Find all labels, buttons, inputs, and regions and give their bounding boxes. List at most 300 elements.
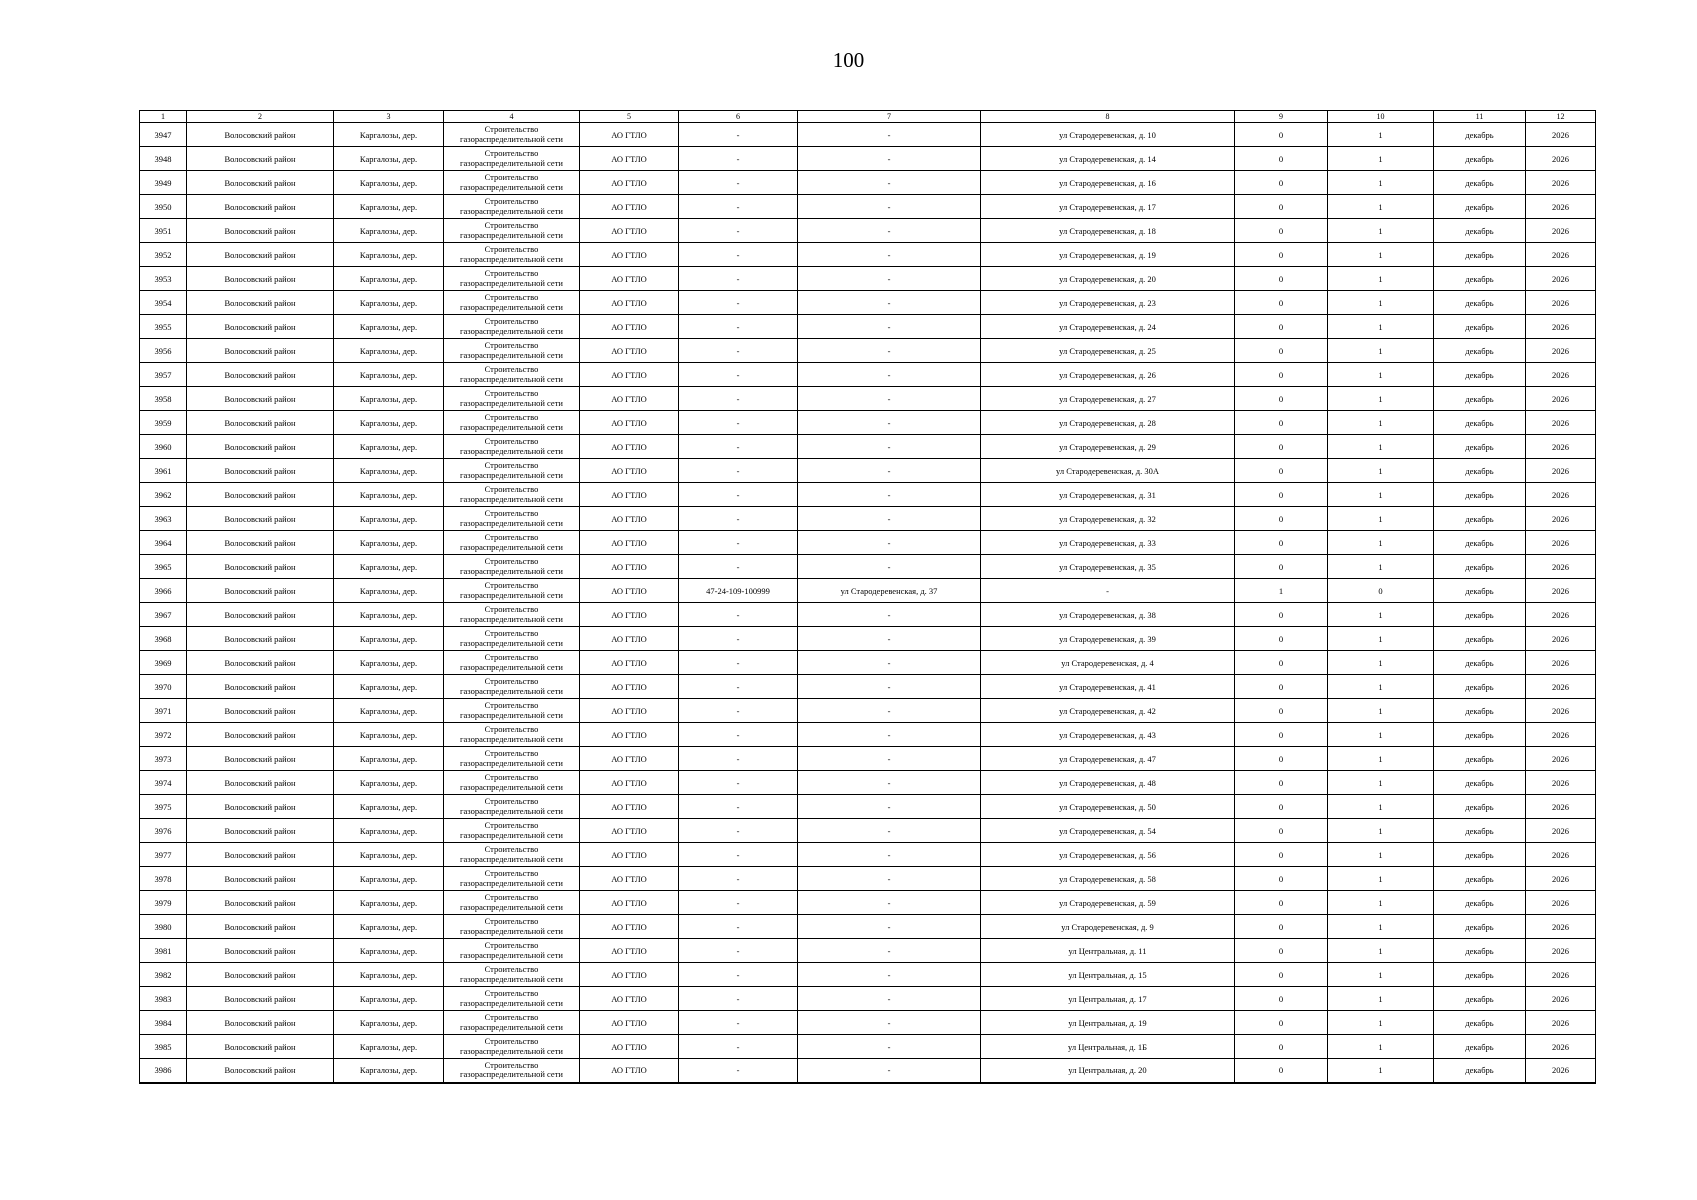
table-cell: ул Стародеревенская, д. 30А <box>981 459 1235 483</box>
table-cell: ул Стародеревенская, д. 59 <box>981 891 1235 915</box>
table-cell: - <box>679 387 798 411</box>
table-cell: - <box>798 483 981 507</box>
table-cell: 0 <box>1235 675 1328 699</box>
cell-line: газораспределительной сети <box>460 493 563 504</box>
table-cell: 2026 <box>1526 675 1596 699</box>
table-cell: АО ГТЛО <box>580 1035 679 1059</box>
table-cell: - <box>679 483 798 507</box>
table-cell: 3971 <box>140 699 187 723</box>
table-cell: АО ГТЛО <box>580 459 679 483</box>
table-cell: 1 <box>1328 1059 1434 1083</box>
table-row <box>140 963 1596 987</box>
table-row <box>140 219 1596 243</box>
column-header: 2 <box>187 111 334 123</box>
table-cell: 3963 <box>140 507 187 531</box>
table-cell: 1 <box>1328 147 1434 171</box>
table-cell: 0 <box>1235 867 1328 891</box>
cell-line: Строительство <box>484 940 539 950</box>
table-cell: 1 <box>1328 435 1434 459</box>
table-cell: 2026 <box>1526 1011 1596 1035</box>
cell-line: Строительство <box>484 772 539 782</box>
table-cell: - <box>679 1011 798 1035</box>
table-cell: АО ГТЛО <box>580 699 679 723</box>
table-cell: 3956 <box>140 339 187 363</box>
table-cell: 2026 <box>1526 771 1596 795</box>
table-cell <box>444 747 580 771</box>
table-cell <box>444 171 580 195</box>
table-cell: декабрь <box>1434 867 1526 891</box>
table-cell: декабрь <box>1434 747 1526 771</box>
table-cell: - <box>679 843 798 867</box>
table-cell: 3960 <box>140 435 187 459</box>
table-cell: - <box>798 507 981 531</box>
table-cell: декабрь <box>1434 651 1526 675</box>
table-cell: Каргалозы, дер. <box>334 987 444 1011</box>
table-row <box>140 411 1596 435</box>
cell-line: Строительство <box>484 508 539 518</box>
table-cell: 2026 <box>1526 171 1596 195</box>
table-cell: 2026 <box>1526 963 1596 987</box>
table-cell: 3965 <box>140 555 187 579</box>
table-cell: - <box>679 507 798 531</box>
table-cell <box>444 723 580 747</box>
table-cell: 2026 <box>1526 843 1596 867</box>
table-cell: - <box>679 219 798 243</box>
table-cell: ул Стародеревенская, д. 16 <box>981 171 1235 195</box>
table-cell: Волосовский район <box>187 579 334 603</box>
cell-line: газораспределительной сети <box>460 877 563 888</box>
table-cell: 3949 <box>140 171 187 195</box>
table-cell: - <box>679 195 798 219</box>
table-cell: 3957 <box>140 363 187 387</box>
table-row <box>140 435 1596 459</box>
table-cell: - <box>679 315 798 339</box>
table-row <box>140 675 1596 699</box>
table-cell: 3980 <box>140 915 187 939</box>
table-row <box>140 843 1596 867</box>
table-row <box>140 1011 1596 1035</box>
table-cell: декабрь <box>1434 171 1526 195</box>
table-cell: - <box>798 867 981 891</box>
table-cell: 0 <box>1235 627 1328 651</box>
cell-line: Строительство <box>484 1012 539 1022</box>
table-cell: 0 <box>1235 891 1328 915</box>
table-cell: - <box>798 699 981 723</box>
table-cell: 2026 <box>1526 603 1596 627</box>
table-cell: - <box>798 843 981 867</box>
table-cell: 2026 <box>1526 939 1596 963</box>
cell-line: Строительство <box>484 364 539 374</box>
table-cell: АО ГТЛО <box>580 291 679 315</box>
table-cell: - <box>798 435 981 459</box>
table-cell: ул Стародеревенская, д. 50 <box>981 795 1235 819</box>
table-row <box>140 459 1596 483</box>
cell-line: газораспределительной сети <box>460 157 563 168</box>
table-cell: 0 <box>1328 579 1434 603</box>
table-cell: - <box>798 195 981 219</box>
table-cell: Волосовский район <box>187 411 334 435</box>
table-cell: 3967 <box>140 603 187 627</box>
table-cell: АО ГТЛО <box>580 819 679 843</box>
table-cell: Волосовский район <box>187 243 334 267</box>
cell-line: Строительство <box>484 964 539 974</box>
table-cell: Каргалозы, дер. <box>334 339 444 363</box>
header-row <box>140 111 1596 123</box>
table-cell: 3977 <box>140 843 187 867</box>
table-cell: Каргалозы, дер. <box>334 867 444 891</box>
table-cell: 3952 <box>140 243 187 267</box>
table-cell: - <box>679 555 798 579</box>
table-cell: 3964 <box>140 531 187 555</box>
table-cell: 2026 <box>1526 867 1596 891</box>
table-cell: 0 <box>1235 387 1328 411</box>
table-cell: 1 <box>1328 531 1434 555</box>
table-cell: 0 <box>1235 603 1328 627</box>
table-cell: ул Стародеревенская, д. 4 <box>981 651 1235 675</box>
table-cell: - <box>679 699 798 723</box>
table-cell: 3962 <box>140 483 187 507</box>
table-cell: Волосовский район <box>187 531 334 555</box>
cell-line: Строительство <box>484 148 539 158</box>
column-header: 3 <box>334 111 444 123</box>
table-cell: декабрь <box>1434 987 1526 1011</box>
table-cell: ул Стародеревенская, д. 42 <box>981 699 1235 723</box>
table-cell <box>444 483 580 507</box>
table-cell: АО ГТЛО <box>580 1059 679 1083</box>
table-cell: 0 <box>1235 1035 1328 1059</box>
table-row <box>140 195 1596 219</box>
table-cell: - <box>798 1059 981 1083</box>
table-cell: 1 <box>1328 219 1434 243</box>
table-cell: 3961 <box>140 459 187 483</box>
table-cell: - <box>679 771 798 795</box>
table-row <box>140 147 1596 171</box>
table-row <box>140 243 1596 267</box>
table-cell: Волосовский район <box>187 171 334 195</box>
cell-line: Строительство <box>484 988 539 998</box>
cell-line: Строительство <box>484 220 539 230</box>
table-cell <box>444 843 580 867</box>
table-cell: 2026 <box>1526 315 1596 339</box>
table-cell: Волосовский район <box>187 867 334 891</box>
table-cell: АО ГТЛО <box>580 195 679 219</box>
table-cell: Каргалозы, дер. <box>334 915 444 939</box>
table-cell: - <box>679 459 798 483</box>
table-cell: 2026 <box>1526 651 1596 675</box>
table-cell: 3947 <box>140 123 187 147</box>
table-cell: 1 <box>1328 459 1434 483</box>
table-cell: - <box>798 267 981 291</box>
table-cell: 0 <box>1235 963 1328 987</box>
cell-line: газораспределительной сети <box>460 829 563 840</box>
cell-line: газораспределительной сети <box>460 469 563 480</box>
table-cell: - <box>798 603 981 627</box>
cell-line: газораспределительной сети <box>460 445 563 456</box>
table-cell: АО ГТЛО <box>580 843 679 867</box>
table-cell: 0 <box>1235 819 1328 843</box>
table-cell: 3950 <box>140 195 187 219</box>
table-header <box>140 111 1596 123</box>
table-cell: - <box>679 1059 798 1083</box>
table-cell: декабрь <box>1434 531 1526 555</box>
table-cell <box>444 243 580 267</box>
table-cell: 2026 <box>1526 411 1596 435</box>
table-cell: ул Стародеревенская, д. 37 <box>798 579 981 603</box>
table-cell: Каргалозы, дер. <box>334 627 444 651</box>
table-cell: Волосовский район <box>187 963 334 987</box>
table-cell <box>444 531 580 555</box>
cell-line: Строительство <box>484 604 539 614</box>
table-cell <box>444 651 580 675</box>
table-row <box>140 1059 1596 1083</box>
table-cell: декабрь <box>1434 579 1526 603</box>
table-cell <box>444 339 580 363</box>
table-cell: Каргалозы, дер. <box>334 459 444 483</box>
table-cell: ул Стародеревенская, д. 20 <box>981 267 1235 291</box>
table-cell: Каргалозы, дер. <box>334 507 444 531</box>
table-cell: 0 <box>1235 723 1328 747</box>
table-cell: 0 <box>1235 771 1328 795</box>
table-cell: 3973 <box>140 747 187 771</box>
table-row <box>140 747 1596 771</box>
table-cell: Каргалозы, дер. <box>334 699 444 723</box>
table-cell: Каргалозы, дер. <box>334 411 444 435</box>
table-cell: - <box>798 387 981 411</box>
table-cell: ул Стародеревенская, д. 31 <box>981 483 1235 507</box>
table-cell: Волосовский район <box>187 435 334 459</box>
table-cell: ул Стародеревенская, д. 47 <box>981 747 1235 771</box>
cell-line: Строительство <box>484 412 539 422</box>
table-cell: Каргалозы, дер. <box>334 171 444 195</box>
table-cell: 0 <box>1235 483 1328 507</box>
table-cell: декабрь <box>1434 147 1526 171</box>
cell-line: газораспределительной сети <box>460 1045 563 1056</box>
table-cell: ул Стародеревенская, д. 35 <box>981 555 1235 579</box>
table-cell: АО ГТЛО <box>580 243 679 267</box>
table-cell: декабрь <box>1434 723 1526 747</box>
table-cell: Каргалозы, дер. <box>334 1035 444 1059</box>
table-cell: Каргалозы, дер. <box>334 531 444 555</box>
table-cell: - <box>679 339 798 363</box>
table-cell: 1 <box>1328 699 1434 723</box>
table-cell: АО ГТЛО <box>580 747 679 771</box>
page-number: 100 <box>832 48 865 72</box>
table-cell: ул Стародеревенская, д. 38 <box>981 603 1235 627</box>
table-cell: Каргалозы, дер. <box>334 939 444 963</box>
table-cell: 1 <box>1328 915 1434 939</box>
table-cell: 1 <box>1328 243 1434 267</box>
table-cell: Каргалозы, дер. <box>334 723 444 747</box>
cell-line: газораспределительной сети <box>460 421 563 432</box>
table-cell: 1 <box>1328 123 1434 147</box>
cell-line: газораспределительной сети <box>460 229 563 240</box>
table-cell: АО ГТЛО <box>580 939 679 963</box>
cell-line: Строительство <box>484 388 539 398</box>
table-cell: Каргалозы, дер. <box>334 291 444 315</box>
table-cell: ул Центральная, д. 15 <box>981 963 1235 987</box>
table-cell: 0 <box>1235 987 1328 1011</box>
table-cell: 2026 <box>1526 699 1596 723</box>
table-cell: 1 <box>1328 1035 1434 1059</box>
table-cell: 0 <box>1235 747 1328 771</box>
table-cell: 0 <box>1235 1059 1328 1083</box>
table-cell: Каргалозы, дер. <box>334 123 444 147</box>
cell-line: газораспределительной сети <box>460 349 563 360</box>
table-cell: 0 <box>1235 243 1328 267</box>
table-cell: 2026 <box>1526 507 1596 531</box>
table-cell: 2026 <box>1526 579 1596 603</box>
column-header: 11 <box>1434 111 1526 123</box>
table-cell: Волосовский район <box>187 459 334 483</box>
table-cell: 2026 <box>1526 483 1596 507</box>
table-cell: декабрь <box>1434 507 1526 531</box>
table-cell: декабрь <box>1434 1059 1526 1083</box>
table-cell: декабрь <box>1434 603 1526 627</box>
table-cell: АО ГТЛО <box>580 411 679 435</box>
table-cell: 0 <box>1235 795 1328 819</box>
table-cell: АО ГТЛО <box>580 483 679 507</box>
table-cell: 2026 <box>1526 291 1596 315</box>
table-cell: Каргалозы, дер. <box>334 891 444 915</box>
table-cell: декабрь <box>1434 411 1526 435</box>
table-cell: Волосовский район <box>187 339 334 363</box>
table-cell: - <box>679 747 798 771</box>
table-cell: - <box>679 1035 798 1059</box>
table-cell: 1 <box>1328 267 1434 291</box>
table-cell: 1 <box>1328 723 1434 747</box>
table-cell: 0 <box>1235 531 1328 555</box>
table-cell <box>444 579 580 603</box>
table-row <box>140 939 1596 963</box>
table-cell <box>444 219 580 243</box>
cell-line: газораспределительной сети <box>460 661 563 672</box>
table-cell: АО ГТЛО <box>580 435 679 459</box>
column-header: 5 <box>580 111 679 123</box>
table-cell: 2026 <box>1526 555 1596 579</box>
table-cell: Волосовский район <box>187 627 334 651</box>
table-cell: Каргалозы, дер. <box>334 219 444 243</box>
table-cell: декабрь <box>1434 123 1526 147</box>
table-cell: 0 <box>1235 171 1328 195</box>
cell-line: Строительство <box>484 916 539 926</box>
table-cell <box>444 123 580 147</box>
table-cell: 3966 <box>140 579 187 603</box>
table-cell <box>444 699 580 723</box>
cell-line: Строительство <box>484 292 539 302</box>
table-cell: - <box>798 795 981 819</box>
cell-line: Строительство <box>484 652 539 662</box>
cell-line: Строительство <box>484 700 539 710</box>
table-row <box>140 315 1596 339</box>
cell-line: газораспределительной сети <box>460 781 563 792</box>
cell-line: Строительство <box>484 628 539 638</box>
table-cell: ул Стародеревенская, д. 27 <box>981 387 1235 411</box>
cell-line: газораспределительной сети <box>460 373 563 384</box>
table-cell: 3969 <box>140 651 187 675</box>
table-cell: Волосовский район <box>187 843 334 867</box>
cell-line: газораспределительной сети <box>460 133 563 144</box>
table-cell: 2026 <box>1526 195 1596 219</box>
table-row <box>140 555 1596 579</box>
table-row <box>140 891 1596 915</box>
table-row <box>140 651 1596 675</box>
table-cell: 3951 <box>140 219 187 243</box>
table-cell: 3981 <box>140 939 187 963</box>
table-cell: - <box>679 819 798 843</box>
table-cell: ул Стародеревенская, д. 48 <box>981 771 1235 795</box>
table-cell: Каргалозы, дер. <box>334 147 444 171</box>
table-cell: декабрь <box>1434 243 1526 267</box>
table-cell: - <box>679 171 798 195</box>
table-cell: декабрь <box>1434 699 1526 723</box>
table-row <box>140 603 1596 627</box>
cell-line: газораспределительной сети <box>460 901 563 912</box>
table-cell: 3968 <box>140 627 187 651</box>
cell-line: Строительство <box>484 1036 539 1046</box>
table-cell <box>444 507 580 531</box>
table-cell: 2026 <box>1526 531 1596 555</box>
cell-line: газораспределительной сети <box>460 205 563 216</box>
table-cell <box>444 1011 580 1035</box>
table-cell: Волосовский район <box>187 747 334 771</box>
table-cell: 1 <box>1328 963 1434 987</box>
table-cell: - <box>679 867 798 891</box>
table-cell: декабрь <box>1434 363 1526 387</box>
table-row <box>140 387 1596 411</box>
table-cell: ул Центральная, д. 11 <box>981 939 1235 963</box>
table-cell: - <box>798 291 981 315</box>
table-cell <box>444 435 580 459</box>
cell-line: Строительство <box>484 124 539 134</box>
table-cell <box>444 627 580 651</box>
table-cell: Волосовский район <box>187 147 334 171</box>
cell-line: газораспределительной сети <box>460 565 563 576</box>
table-cell: 1 <box>1328 1011 1434 1035</box>
table-cell: 3982 <box>140 963 187 987</box>
column-header: 4 <box>444 111 580 123</box>
table-cell: 3978 <box>140 867 187 891</box>
table-cell: АО ГТЛО <box>580 651 679 675</box>
table-cell: ул Стародеревенская, д. 19 <box>981 243 1235 267</box>
table-cell: 0 <box>1235 555 1328 579</box>
table-cell: - <box>798 147 981 171</box>
table-cell: Каргалозы, дер. <box>334 603 444 627</box>
table-cell: - <box>798 171 981 195</box>
table-cell: 2026 <box>1526 987 1596 1011</box>
cell-line: Строительство <box>484 796 539 806</box>
table-cell: 3985 <box>140 1035 187 1059</box>
table-cell: - <box>679 291 798 315</box>
table-cell: Волосовский район <box>187 891 334 915</box>
cell-line: Строительство <box>484 460 539 470</box>
cell-line: Строительство <box>484 484 539 494</box>
table-cell <box>444 195 580 219</box>
table-cell: 3984 <box>140 1011 187 1035</box>
table-row <box>140 627 1596 651</box>
table-cell: 2026 <box>1526 363 1596 387</box>
table-cell: - <box>679 531 798 555</box>
table-cell: 0 <box>1235 459 1328 483</box>
table-cell: АО ГТЛО <box>580 123 679 147</box>
table-cell: 3983 <box>140 987 187 1011</box>
cell-line: Строительство <box>484 580 539 590</box>
table-cell: Каргалозы, дер. <box>334 387 444 411</box>
table-cell: Каргалозы, дер. <box>334 195 444 219</box>
table-cell <box>444 291 580 315</box>
cell-line: газораспределительной сети <box>460 613 563 624</box>
table-cell: 3958 <box>140 387 187 411</box>
table-cell: Волосовский район <box>187 699 334 723</box>
